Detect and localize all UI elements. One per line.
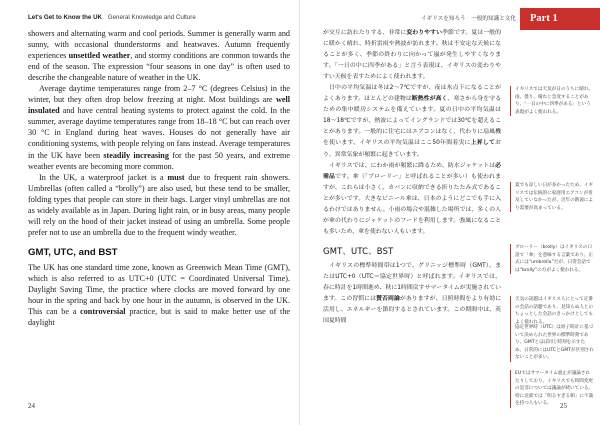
left-paragraph-1: showers and alternating warm and cool periods. Summer is generally warm and sunny, with occasional thunderstorms and heatwaves. Autumn frequently experiences unsettled weather, and stormy conditions are common towards the end of the season. The expression “four seasons in one day” is often used to describe the changeable nature of weather in the UK. bbox=[28, 29, 290, 83]
margin-note-2: 夏でも涼しい日が多かったため、イギリスでは伝統的に家庭用エアコンが普及していなかったが、近年の熱波により需要が高まっている。 bbox=[510, 182, 594, 212]
right-paragraph-1: が交互に訪れたりする、非常に変わりやすい季節です。夏は一般的に暖かく晴れ、時折雷雨や熱波が訪れます。秋は不安定な天候になることが多く、季節の終わりに向かって嵐が発生しやすくなります。「一日の中に四季がある」と言う表現は、イギリスの変わりやすい天候を表すためによく使われます。 bbox=[323, 30, 502, 81]
left-page-number: 24 bbox=[28, 402, 35, 410]
part-badge: Part 1 bbox=[520, 8, 600, 30]
emphasis-term: 賛否両論 bbox=[376, 296, 400, 303]
right-paragraph-3: イギリスでは、にわか雨が頻繁に降るため、防水ジャケットは必需品です。傘（「ブローリー」と呼ばれることが多い）も使われますが、これらは小さく、カバンに収納できる折りたたみ式であることが多いです。大きなビニール傘は、日本のようにどこでも手に入るわけではありません。小雨の場合や混雑した場所では、多くの人が傘の代わりにジャケットのフードを利用します。強風になることも多いため、傘を使わない人もいます。 bbox=[323, 162, 502, 235]
left-header-title: Let's Get to Know the UK bbox=[28, 14, 103, 21]
right-paragraph-4: イギリスの標準時間帯は1つで、グリニッジ標準時（GMT）、またはUTC+0（UTC＝協定世界時）と呼ばれます。イギリスでは、春に時計を1時間進め、秋に1時間戻すサマータイムが実施されています。この習慣には賛否両論がありますが、日照時間をより有効に活用し、エネルギーを節約するとされています。この期間中は、英国夏時間 bbox=[323, 262, 502, 325]
margin-note-4: 天気の話題はイギリス人にとって定番の会話の話題であり、見知らぬ人とのちょっとした会話のきっかけとしてもよく使われる。 bbox=[510, 296, 594, 326]
margin-note-5: 協定世界時（UTC）は原子時計に基づいて決められた世界の標準時刻であり、GMTとほぼ同じ時刻を示すため、日常的にはUTCとGMTが区別されないことが多い。 bbox=[510, 324, 594, 362]
page-gutter bbox=[299, 0, 300, 425]
left-header-subtitle: General Knowledge and Culture bbox=[107, 14, 196, 21]
margin-note-6: EUではサマータイム廃止が議論されたりしており、イギリスでも時間変更の是非については議論が続いている。特に北部では「明るすぎる朝」に不満を持つ人もいる。 bbox=[510, 370, 594, 408]
left-paragraph-4: The UK has one standard time zone, known as Greenwich Mean Time (GMT), which is also referred to as UTC+0 (UTC = Coordinated Universal Time). Daylight Saving Time, the practice where clocks are moved forward by one hour in the spring and back by one hour in the autumn, is observed in the UK. This can be a controversial practice, but is said to make better use of the daylight bbox=[28, 262, 290, 328]
emphasis-term: well insulated bbox=[28, 95, 290, 116]
left-paragraph-2: Average daytime temperatures range from 2–7 °C (degrees Celsius) in the winter, but they often drop below freezing at night. Most buildings are well insulated and have central heating systems to protect against the cold. In the summer, average daytime temperatures range from 18–18 °C but can reach over 30 °C in England during heat waves. Houses do not generally have air conditioning systems, with people relying on fans instead. Average temperatures in the UK have been steadily increasing for the past 50 years, and extreme weather events are becoming more common. bbox=[28, 84, 290, 171]
emphasis-term: 上昇して bbox=[470, 140, 496, 147]
right-page-number: 25 bbox=[560, 402, 567, 410]
right-body-text bbox=[323, 28, 501, 327]
right-paragraph-2: 日中の平均気温は冬は2〜7℃ですが、夜は氷点下になることがよくあります。ほとんどの建物は断熱性が高く、寒さから身を守るための集中暖房システムを備えています。夏の日中の平均気温は18〜18℃ですが、熱波によってイングランドでは30℃を超えることがあります。一般的に住宅にはエアコンはなく、代わりに扇風機を使います。イギリスの平均気温はここ50年間着実に上昇しており、異常気象が頻繁に起きています。 bbox=[323, 85, 502, 158]
emphasis-term: must bbox=[167, 172, 185, 182]
emphasis-term: unsettled weather bbox=[68, 51, 131, 61]
emphasis-term: 変わりやすい bbox=[406, 30, 443, 36]
emphasis-term: 断熱性が高く bbox=[411, 96, 448, 103]
left-paragraph-3: In the UK, a waterproof jacket is a must due to frequent rain showers. Umbrellas (often called a “brolly”) are also used, but these tend to be smaller, folding types that people can store in their bags. Larger vinyl umbrellas are not as widely available as in Japan. During light rain, or in busy areas, many people will rely on the hood of their jacket instead of using an umbrella. Some people prefer not to use an umbrella due to the frequent windy weather. bbox=[28, 172, 290, 237]
margin-note-1: イギリスでは天気が日のうちに晴れ、雨、曇り、晴れと急変することがあり、「一日の中に四季がある」という表現がよく使われる。 bbox=[510, 86, 594, 116]
left-body-text bbox=[28, 28, 290, 328]
right-section-heading: GMT、UTC、BST bbox=[323, 245, 394, 256]
emphasis-term: 必需品 bbox=[323, 162, 501, 180]
right-running-header: イギリスを知ろう 一般的知識と文化 bbox=[421, 16, 516, 22]
emphasis-term: controversial bbox=[80, 307, 126, 317]
left-section-heading: GMT, UTC, and BST bbox=[28, 246, 118, 258]
margin-note-3: ブローリー（brolly）はイギリスの口語で「傘」を意味する言葉であり、正式には“umbrella”だが、日常会話では“brolly”の方がよく使われる。 bbox=[510, 244, 594, 274]
emphasis-term: steadily increasing bbox=[103, 150, 169, 160]
left-running-header bbox=[28, 14, 290, 26]
